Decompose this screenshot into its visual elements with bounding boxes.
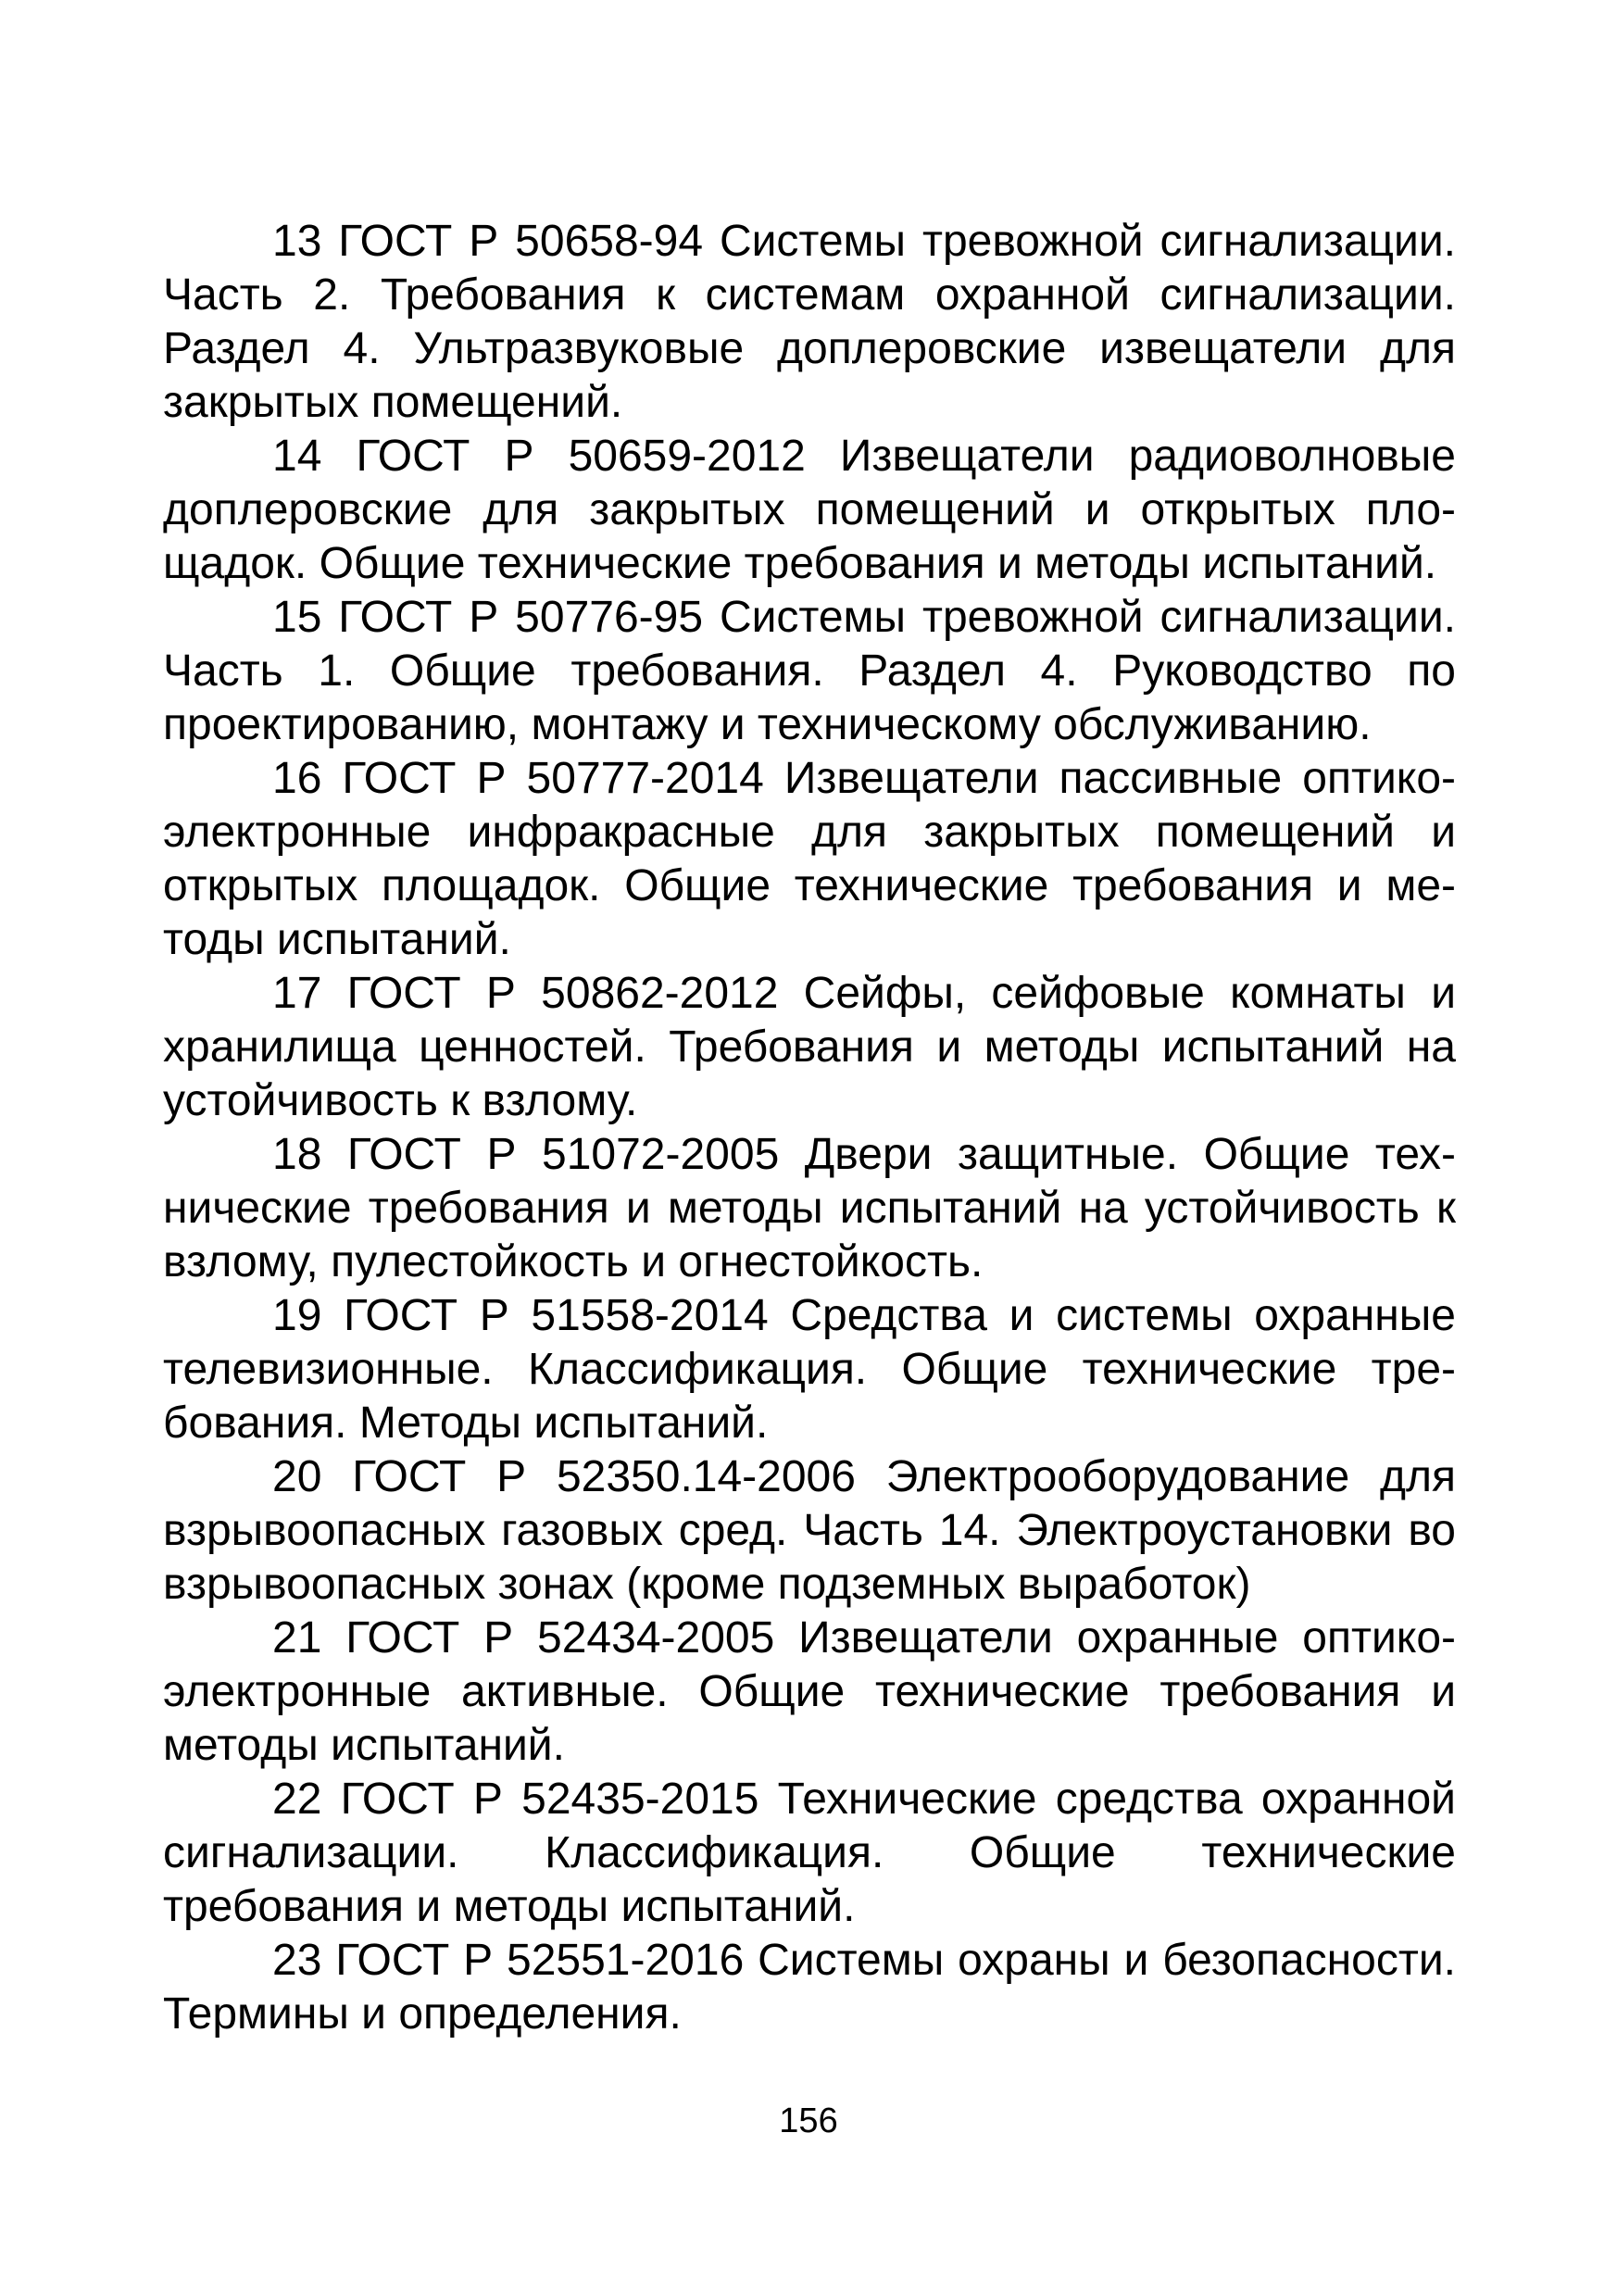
reference-entry-13: 13 ГОСТ Р 50658-94 Системы тревожной сигнализации. Часть 2. Требования к системам охранной сигнализации. Раздел 4. Ультразвуковые доплеровские извещатели для закрытых помещений. bbox=[163, 217, 1456, 427]
reference-entry-15: 15 ГОСТ Р 50776-95 Системы тревожной сигнализации. Часть 1. Общие требования. Раздел 4. Руководство по проектированию, монтажу и техническому обслуживанию. bbox=[163, 593, 1456, 749]
reference-entry-22: 22 ГОСТ Р 52435-2015 Технические средства охранной сигнализации. Классификация. Общие технические требования и методы испытаний. bbox=[163, 1775, 1456, 1931]
reference-entry-17: 17 ГОСТ Р 50862-2012 Сейфы, сейфовые комнаты и хранилища ценностей. Требования и методы испытаний на устойчивость к взлому. bbox=[163, 969, 1456, 1125]
reference-entry-18: 18 ГОСТ Р 51072-2005 Двери защитные. Общие технические требования и методы испытаний на устойчивость к взлому, пулестойкость и огнестойкость. bbox=[163, 1130, 1456, 1286]
reference-entry-23: 23 ГОСТ Р 52551-2016 Системы охраны и безопасности. Термины и определения. bbox=[163, 1936, 1456, 2039]
reference-entry-19: 19 ГОСТ Р 51558-2014 Средства и системы охранные телевизионные. Классификация. Общие технические требования. Методы испытаний. bbox=[163, 1291, 1456, 1448]
page-number: 156 bbox=[779, 2102, 838, 2140]
reference-list bbox=[163, 215, 1456, 2041]
reference-entry-21: 21 ГОСТ Р 52434-2005 Извещатели охранные оптико-электронные активные. Общие технические требования и методы испытаний. bbox=[163, 1613, 1456, 1770]
reference-entry-20: 20 ГОСТ Р 52350.14-2006 Электрооборудование для взрывоопасных газовых сред. Часть 14. Электроустановки во взрывоопасных зонах (кроме подземных выработок) bbox=[163, 1452, 1456, 1609]
reference-entry-16: 16 ГОСТ Р 50777-2014 Извещатели пассивные оптико-электронные инфракрасные для закрытых помещений и открытых площадок. Общие технические требования и методы испытаний. bbox=[163, 754, 1456, 964]
reference-entry-14: 14 ГОСТ Р 50659-2012 Извещатели радиоволновые доплеровские для закрытых помещений и открытых площадок. Общие технические требования и методы испытаний. bbox=[163, 432, 1456, 588]
